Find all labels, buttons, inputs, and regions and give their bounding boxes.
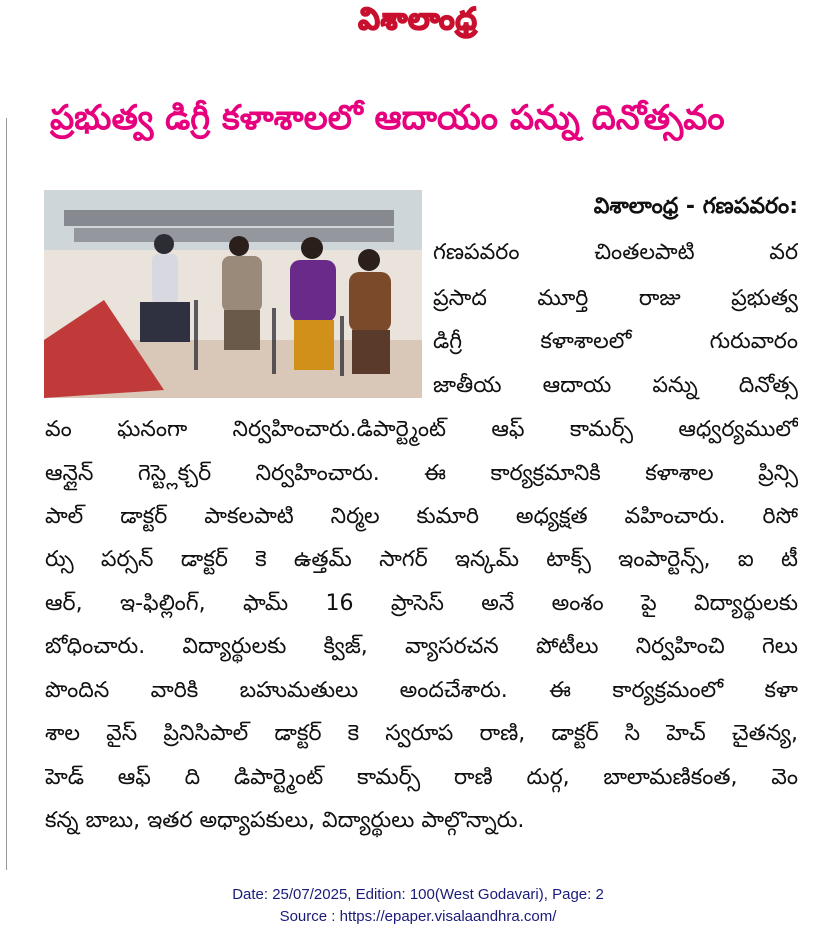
body-line: పొందిన వారికి బహుమతులు అందచేశారు. ఈ కార్యక్రమంలో కళా	[45, 678, 798, 703]
source-link[interactable]: Source : https://epaper.visalaandhra.com/	[279, 908, 557, 925]
article-dateline: విశాలాంధ్ర - గణపవరం:	[593, 194, 798, 219]
body-line: శాల వైస్ ప్రినిసిపాల్ డాక్టర్ కె స్వరూప రాణి, డాక్టర్ సి హెచ్ చైతన్య,	[45, 721, 798, 746]
edition-info: Date: 25/07/2025, Edition: 100(West Godavari), Page: 2	[232, 886, 604, 903]
body-line: గణపవరం చింతలపాటి వర	[433, 240, 798, 265]
body-line: బోధించారు. విద్యార్థులకు క్విజ్, వ్యాసరచన పోటీలు నిర్వహించి గెలు	[45, 634, 798, 659]
page-footer	[0, 884, 836, 928]
body-line: పాల్ డాక్టర్ పాకలపాటి నిర్మల కుమారి అధ్యక్షత వహించారు. రిసో	[45, 504, 798, 529]
body-line: వం ఘనంగా నిర్వహించారు.డిపార్ట్మెంట్ ఆఫ్ కామర్స్ ఆధ్వర్యములో	[45, 417, 798, 442]
event-photo-illustration	[44, 190, 422, 398]
article-headline: ప్రభుత్వ డిగ్రీ కళాశాలలో ఆదాయం పన్ను దినోత్సవం	[50, 98, 725, 138]
masthead-logo	[0, 0, 836, 44]
body-line: ప్రసాద మూర్తి రాజు ప్రభుత్వ	[433, 286, 798, 311]
body-line: జాతీయ ఆదాయ పన్ను దినోత్స	[433, 373, 798, 398]
masthead-title: విశాలాంధ్ర	[358, 2, 478, 37]
body-line: ర్సు పర్సన్ డాక్టర్ కె ఉత్తమ్ సాగర్ ఇన్కమ్ టాక్స్ ఇంపార్టెన్స్, ఐ టీ	[45, 547, 798, 572]
column-divider	[6, 118, 7, 870]
body-line: కన్న బాబు, ఇతర అధ్యాపకులు, విద్యార్థులు పాల్గొన్నారు.	[45, 808, 525, 833]
body-line: ఆన్లైన్ గెస్ట్లెక్చర్ నిర్వహించారు. ఈ కార్యక్రమానికి కళాశాల ప్రిన్సి	[45, 461, 798, 486]
body-line: డిగ్రీ కళాశాలలో గురువారం	[433, 329, 798, 354]
body-line: ఆర్, ఇ-ఫిల్లింగ్, ఫామ్ 16 ప్రాసెస్ అనే అంశం పై విద్యార్థులకు	[45, 591, 798, 616]
article-photo	[44, 190, 422, 398]
body-line: హెడ్ ఆఫ్ ది డిపార్ట్మెంట్ కామర్స్ రాణి దుర్గ, బాలామణికంత, వెం	[45, 765, 798, 790]
